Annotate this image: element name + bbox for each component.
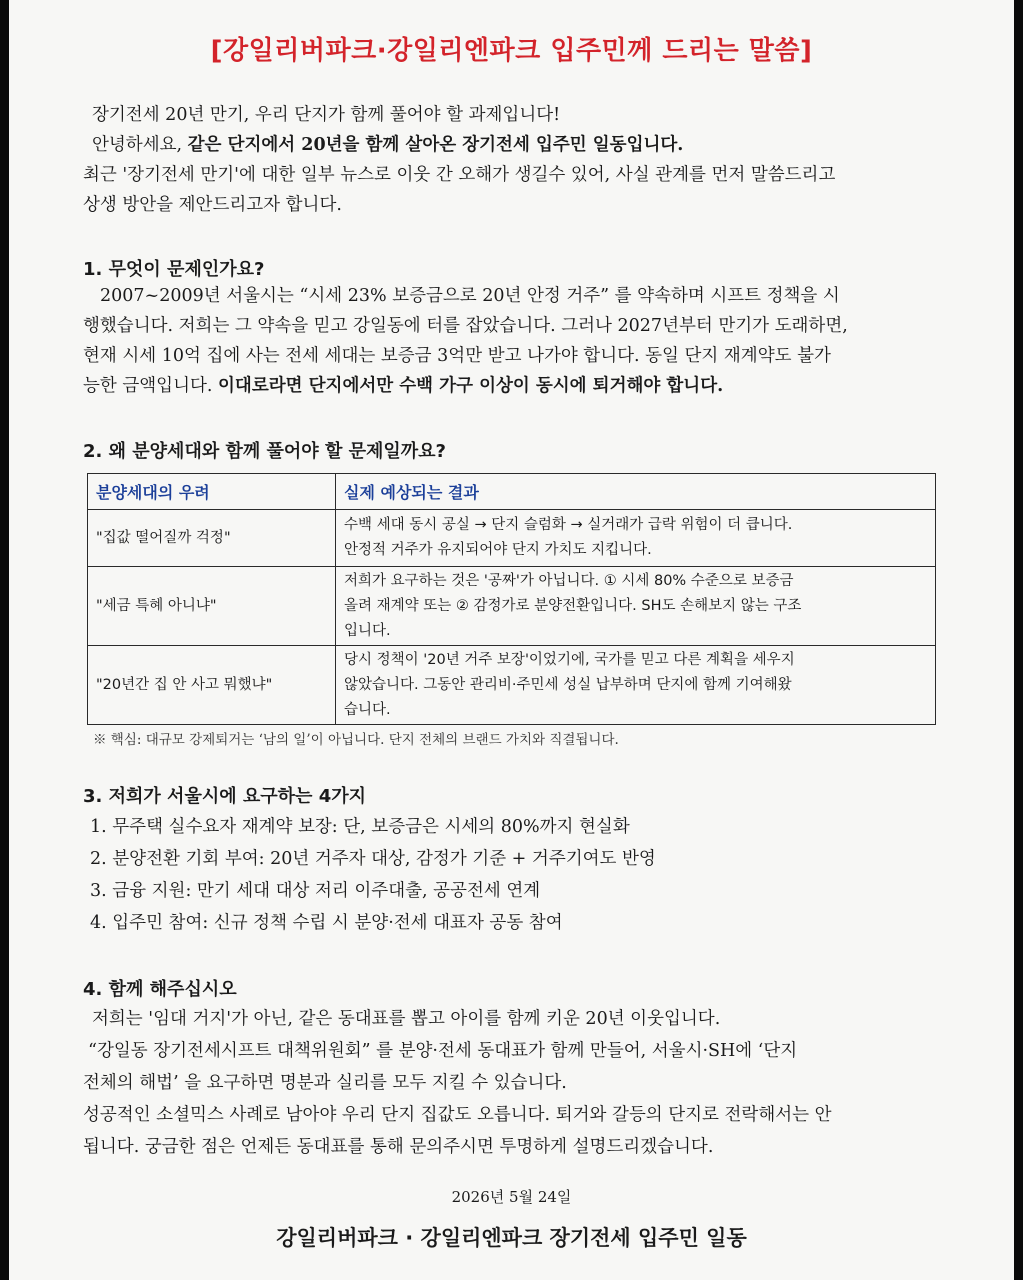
section-1-line-3: 현재 시세 10억 집에 사는 전세 세대는 보증금 3억만 받고 나가야 합니다. 동일 단지 재계약도 불가: [83, 346, 831, 366]
page-title: [강일리버파크·강일리엔파크 입주민께 드리는 말씀]: [210, 36, 813, 66]
section-2-heading: 2. 왜 분양세대와 함께 풀어야 할 문제일까요?: [83, 441, 446, 462]
issue-date: 2026년 5월 24일: [451, 1188, 572, 1206]
table-header-result: 실제 예상되는 결과: [336, 474, 936, 510]
section-4-line-5: 됩니다. 궁금한 점은 언제든 동대표를 통해 문의주시면 투명하게 설명드리겠습니다.: [83, 1137, 714, 1157]
section-4-line-1: 저희는 '임대 거지'가 아닌, 같은 동대표를 뽑고 아이를 함께 키운 20년 이웃입니다.: [92, 1009, 721, 1029]
section-1-line-4-text: 능한 금액입니다.: [83, 376, 219, 396]
result-line: 안정적 거주가 유지되어야 단지 가치도 지킵니다.: [344, 542, 652, 558]
table-row: [88, 510, 936, 567]
list-item: 2. 분양전환 기회 부여: 20년 거주자 대상, 감정가 기준 + 거주기여도 반영: [90, 849, 656, 869]
table-cell-result: [336, 646, 936, 725]
result-line: 올려 재계약 또는 ② 감정가로 분양전환입니다. SH도 손해보지 않는 구조: [344, 597, 802, 614]
table-row: [88, 646, 936, 725]
section-1-emphasis: 이대로라면 단지에서만 수백 가구 이상이 동시에 퇴거해야 합니다.: [218, 376, 724, 396]
section-4-line-3: 전체의 해법’ 을 요구하면 명분과 실리를 모두 지킬 수 있습니다.: [83, 1073, 567, 1093]
table-cell-concern: "세금 특혜 아니냐": [88, 567, 336, 646]
result-line: 입니다.: [344, 622, 391, 639]
section-1-line-4: [83, 371, 723, 402]
table-note: ※ 핵심: 대규모 강제퇴거는 ‘남의 일’이 아닙니다. 단지 전체의 브랜드 가치와 직결됩니다.: [93, 732, 619, 748]
greeting-bold: 같은 단지에서 20년을 함께 살아온 장기전세 입주민 일동입니다.: [187, 135, 684, 155]
result-line: 습니다.: [344, 701, 391, 718]
intro-line-3: 최근 '장기전세 만기'에 대한 일부 뉴스로 이웃 간 오해가 생길수 있어, 사실 관계를 먼저 말씀드리고: [83, 165, 836, 185]
list-item: 3. 금융 지원: 만기 세대 대상 저리 이주대출, 공공전세 연계: [90, 881, 541, 901]
right-border: [1014, 0, 1023, 1280]
result-line: 수백 세대 동시 공실 → 단지 슬럼화 → 실거래가 급락 위험이 더 큽니다.: [344, 517, 793, 533]
result-line: 당시 정책이 '20년 거주 보장'이었기에, 국가를 믿고 다른 계획을 세우지: [344, 651, 795, 668]
table-cell-concern: "20년간 집 안 사고 뭐했냐": [88, 646, 336, 725]
section-1-line-2: 행했습니다. 저희는 그 약속을 믿고 강일동에 터를 잡았습니다. 그러나 2027년부터 만기가 도래하면,: [83, 316, 848, 336]
greeting: 안녕하세요,: [92, 135, 188, 155]
left-border: [0, 0, 9, 1280]
table-header-row: [88, 474, 936, 510]
result-line: 저희가 요구하는 것은 '공짜'가 아닙니다. ① 시세 80% 수준으로 보증금: [344, 572, 794, 589]
intro-line-1: 장기전세 20년 만기, 우리 단지가 함께 풀어야 할 과제입니다!: [92, 105, 561, 125]
section-3-heading: 3. 저희가 서울시에 요구하는 4가지: [83, 786, 366, 807]
list-item: 4. 입주민 참여: 신규 정책 수립 시 분양·전세 대표자 공동 참여: [90, 913, 563, 933]
section-4-heading: 4. 함께 해주십시오: [83, 979, 237, 1000]
table-cell-result: [336, 510, 936, 567]
table-row: [88, 567, 936, 646]
list-item: 1. 무주택 실수요자 재계약 보장: 단, 보증금은 시세의 80%까지 현실화: [90, 817, 630, 837]
result-line: 않았습니다. 그동안 관리비·주민세 성실 납부하며 단지에 함께 기여해왔: [344, 676, 792, 693]
table-cell-result: [336, 567, 936, 646]
section-4-line-2: “강일동 장기전세시프트 대책위원회” 를 분양·전세 동대표가 함께 만들어, 서울시·SH에 ‘단지: [88, 1041, 798, 1061]
intro-line-4: 상생 방안을 제안드리고자 합니다.: [83, 195, 342, 215]
table-header-concern: 분양세대의 우려: [88, 474, 336, 510]
section-1-heading: 1. 무엇이 문제인가요?: [83, 259, 265, 280]
intro-line-2: [92, 130, 683, 161]
section-1-line-1: 2007~2009년 서울시는 “시세 23% 보증금으로 20년 안정 거주” 를 약속하며 시프트 정책을 시: [100, 286, 840, 306]
signature: 강일리버파크 · 강일리엔파크 장기전세 입주민 일동: [276, 1226, 747, 1250]
table-cell-concern: "집값 떨어질까 걱정": [88, 510, 336, 567]
concern-table: [87, 473, 936, 725]
section-4-line-4: 성공적인 소셜믹스 사례로 남아야 우리 단지 집값도 오릅니다. 퇴거와 갈등의 단지로 전락해서는 안: [83, 1105, 832, 1125]
